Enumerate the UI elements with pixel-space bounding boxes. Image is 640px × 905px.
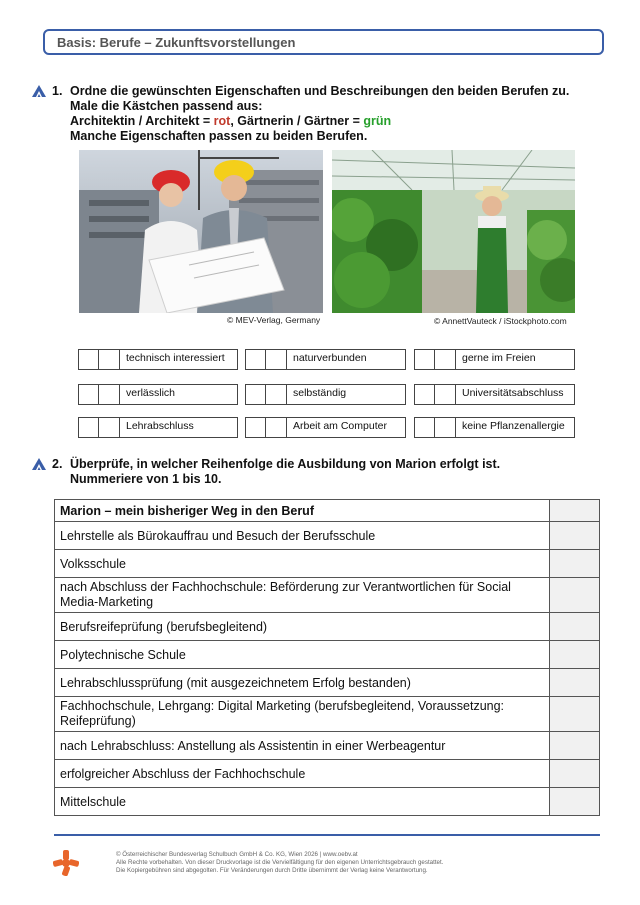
oebv-logo-icon xyxy=(53,850,79,876)
property-label: keine Pflanzenallergie xyxy=(456,417,575,438)
number-input-cell[interactable] xyxy=(550,760,600,788)
property-item xyxy=(414,417,575,438)
checkbox-green[interactable] xyxy=(99,349,120,370)
step-text: Volksschule xyxy=(55,550,550,578)
task1-number: 1. xyxy=(52,84,63,98)
task1-instruction-1: Ordne die gewünschten Eigenschaften und Beschreibungen den beiden Berufen zu. xyxy=(70,84,570,98)
property-label: technisch interessiert xyxy=(120,349,238,370)
footer-copyright: © Österreichischer Bundesverlag Schulbuch GmbH & Co. KG, Wien 2026 | www.oebv.at xyxy=(116,851,358,858)
number-input-cell[interactable] xyxy=(550,550,600,578)
number-input-cell[interactable] xyxy=(550,522,600,550)
property-label: gerne im Freien xyxy=(456,349,575,370)
checkbox-green[interactable] xyxy=(266,349,287,370)
checkbox-red[interactable] xyxy=(414,417,435,438)
page-title: Basis: Berufe – Zukunftsvorstellungen xyxy=(57,35,296,50)
number-input-cell[interactable] xyxy=(550,669,600,697)
property-item xyxy=(78,384,238,405)
checkbox-red[interactable] xyxy=(78,384,99,405)
checkbox-red[interactable] xyxy=(414,384,435,405)
number-input-cell[interactable] xyxy=(550,788,600,816)
checkbox-green[interactable] xyxy=(435,349,456,370)
task2-instruction-1: Überprüfe, in welcher Reihenfolge die Ausbildung von Marion erfolgt ist. xyxy=(70,457,501,471)
checkbox-green[interactable] xyxy=(435,384,456,405)
number-input-cell[interactable] xyxy=(550,578,600,613)
number-input-header xyxy=(550,500,600,522)
table-row xyxy=(55,641,600,669)
property-item xyxy=(414,384,575,405)
task1-instruction-3 xyxy=(70,114,391,128)
credit-right: © AnnettVauteck / iStockphoto.com xyxy=(434,316,567,326)
order-table xyxy=(54,499,600,816)
step-text: Lehrabschlussprüfung (mit ausgezeichnetem Erfolg bestanden) xyxy=(55,669,550,697)
number-input-cell[interactable] xyxy=(550,697,600,732)
color-key-middle: , Gärtnerin / Gärtner = xyxy=(230,114,364,128)
checkbox-green[interactable] xyxy=(266,417,287,438)
checkbox-red[interactable] xyxy=(78,417,99,438)
color-key-green: grün xyxy=(363,114,392,128)
checkbox-green[interactable] xyxy=(435,417,456,438)
task1-instruction-4: Manche Eigenschaften passen zu beiden Berufen. xyxy=(70,129,368,143)
number-input-cell[interactable] xyxy=(550,732,600,760)
checkbox-red[interactable] xyxy=(78,349,99,370)
task2-number: 2. xyxy=(52,457,63,471)
property-item xyxy=(78,349,238,370)
property-item xyxy=(245,417,406,438)
table-row xyxy=(55,522,600,550)
table-header: Marion – mein bisheriger Weg in den Beruf xyxy=(55,500,550,522)
checkbox-green[interactable] xyxy=(266,384,287,405)
footer-fees: Die Kopiergebühren sind abgegolten. Für Veränderungen durch Dritte übernimmt der Verlag keine Verantwortung. xyxy=(116,867,428,874)
mountain-icon xyxy=(32,85,46,97)
step-text: nach Abschluss der Fachhochschule: Beförderung zur Verantwortlichen für Social Media-Marketing xyxy=(55,578,550,613)
checkbox-red[interactable] xyxy=(245,384,266,405)
table-row xyxy=(55,613,600,641)
property-label: selbständig xyxy=(287,384,406,405)
step-text: Lehrstelle als Bürokauffrau und Besuch der Berufsschule xyxy=(55,522,550,550)
property-label: naturverbunden xyxy=(287,349,406,370)
task1-instruction-2: Male die Kästchen passend aus: xyxy=(70,99,263,113)
photo-gardener xyxy=(332,150,575,313)
header-box xyxy=(43,29,604,55)
number-input-cell[interactable] xyxy=(550,641,600,669)
property-label: Lehrabschluss xyxy=(120,417,238,438)
color-key-red: rot xyxy=(213,114,231,128)
footer-rights: Alle Rechte vorbehalten. Von dieser Druckvorlage ist die Vervielfältigung für den eigenen Unterrichtsgebrauch gestattet. xyxy=(116,859,444,866)
property-label: Arbeit am Computer xyxy=(287,417,406,438)
checkbox-green[interactable] xyxy=(99,384,120,405)
table-row xyxy=(55,760,600,788)
property-item xyxy=(78,417,238,438)
checkbox-green[interactable] xyxy=(99,417,120,438)
table-row xyxy=(55,578,600,613)
property-label: verlässlich xyxy=(120,384,238,405)
table-row xyxy=(55,732,600,760)
task2-instruction-2: Nummeriere von 1 bis 10. xyxy=(70,472,222,486)
table-row xyxy=(55,550,600,578)
property-label: Universitätsabschluss xyxy=(456,384,575,405)
color-key-prefix: Architektin / Architekt = xyxy=(70,114,214,128)
table-header-row xyxy=(55,500,600,522)
credit-left: © MEV-Verlag, Germany xyxy=(227,315,321,325)
footer-divider xyxy=(54,834,600,836)
step-text: Mittelschule xyxy=(55,788,550,816)
mountain-icon xyxy=(32,458,46,470)
number-input-cell[interactable] xyxy=(550,613,600,641)
checkbox-red[interactable] xyxy=(414,349,435,370)
step-text: erfolgreicher Abschluss der Fachhochschule xyxy=(55,760,550,788)
step-text: nach Lehrabschluss: Anstellung als Assistentin in einer Werbeagentur xyxy=(55,732,550,760)
property-item xyxy=(414,349,575,370)
step-text: Berufsreifeprüfung (berufsbegleitend) xyxy=(55,613,550,641)
checkbox-red[interactable] xyxy=(245,349,266,370)
property-item xyxy=(245,384,406,405)
table-row xyxy=(55,788,600,816)
checkbox-red[interactable] xyxy=(245,417,266,438)
property-item xyxy=(245,349,406,370)
photo-architects xyxy=(79,150,323,313)
step-text: Polytechnische Schule xyxy=(55,641,550,669)
table-row xyxy=(55,669,600,697)
step-text: Fachhochschule, Lehrgang: Digital Marketing (berufsbegleitend, Voraussetzung: Reifeprüfung) xyxy=(55,697,550,732)
table-row xyxy=(55,697,600,732)
